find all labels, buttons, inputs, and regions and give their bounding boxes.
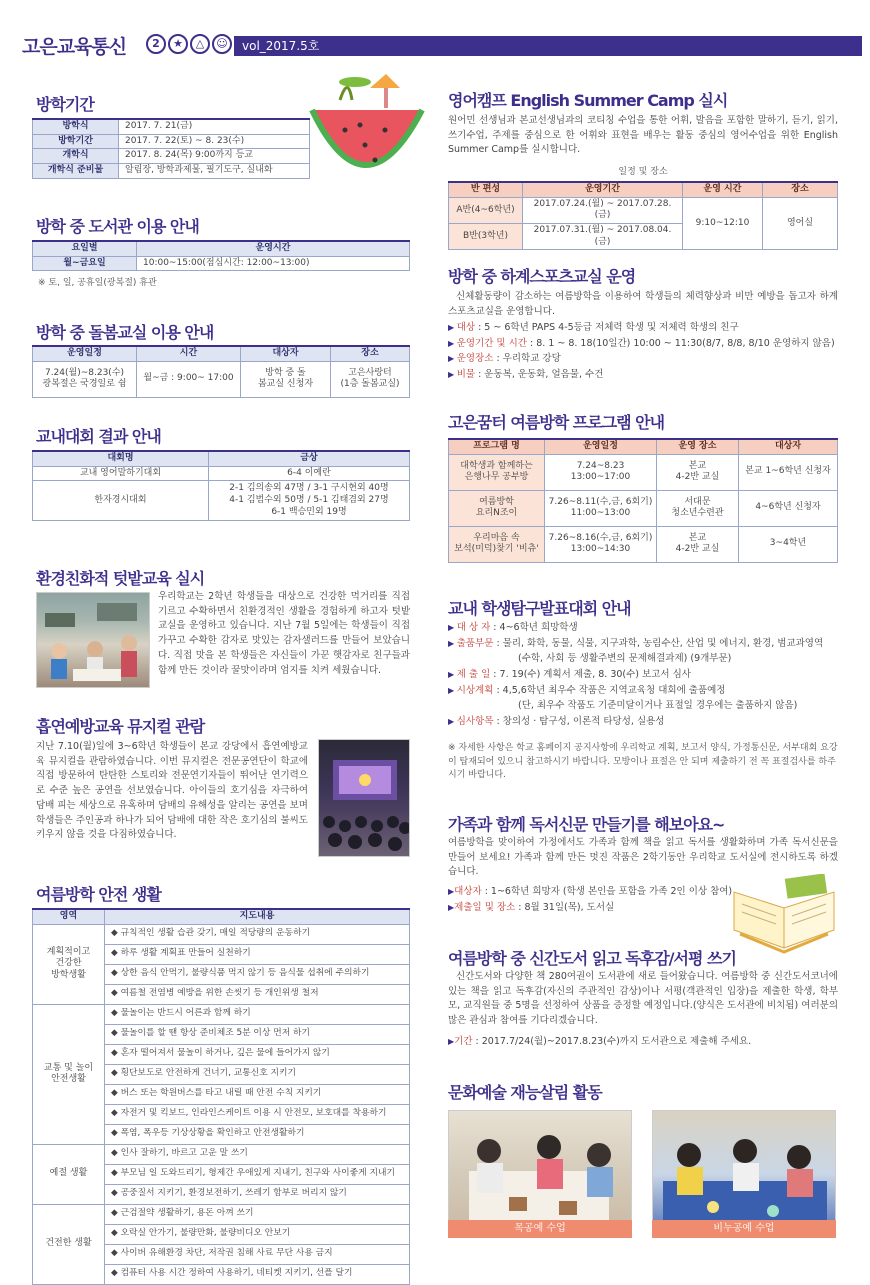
sports-heading: 방학 중 하계스포츠교실 운영: [448, 267, 636, 286]
star-icon: ★: [168, 34, 188, 54]
table-row: 개학식 2017. 8. 24(목) 9:00까지 등교: [33, 149, 310, 164]
safety-item: ◆ 상한 음식 안먹기, 불량식품 먹지 않기 등 음식물 섭취에 주의하기: [105, 964, 410, 984]
safety-heading: 여름방학 안전 생활: [36, 885, 161, 904]
table-row: 한자경시대회 2-1 김의송외 47명 / 3-1 구시현외 40명 4-1 김범수외 50명 / 5-1 김태겸외 27명 6-1 백승민외 19명: [33, 481, 410, 521]
masthead-bar: [234, 36, 862, 56]
diamond-bullet-icon: ◆: [111, 1188, 121, 1199]
open-book-illustration: [726, 874, 844, 964]
safety-area: 예절 생활: [33, 1144, 105, 1204]
safety-item: ◆ 공중질서 지키기, 환경보전하기, 쓰레기 함부로 버리지 않기: [105, 1184, 410, 1204]
diamond-bullet-icon: ◆: [111, 1248, 121, 1259]
camp-table: 반 편성 운영기간 운영 시간 장소 A반(4~6학년) 2017.07.24.(월) ~ 2017.07.28.(금) 9:10~12:10 영어실 B반(3학년) 2017.07.31.(월) ~ 2017.08.04.(금): [448, 181, 838, 250]
sports-text: 신체활동량이 감소하는 여름방학을 이용하여 학생들의 체력향상과 비만 예방을 돕고자 하계스포츠교실을 운영합니다.: [448, 291, 838, 317]
garden-photo: [36, 592, 150, 688]
camp-heading: 영어캠프 English Summer Camp 실시: [448, 91, 728, 110]
diamond-bullet-icon: ◆: [111, 1228, 121, 1239]
library-note: ※ 토, 일, 공휴일(광복절) 휴관: [38, 278, 157, 288]
safety-item: ◆ 하루 생활 계획표 만들어 실천하기: [105, 944, 410, 964]
table-row: 대학생과 함께하는 은행나무 공부방 7.24~8.23 13:00~17:00 본교 4-2반 교실 본교 1~6학년 신청자: [449, 454, 838, 490]
musical-photo: [318, 739, 410, 857]
soapcraft-caption: 비누공예 수업: [652, 1220, 836, 1238]
table-row: 방학기간 2017. 7. 22(토) ~ 8. 23(수): [33, 134, 310, 149]
table-row: 월~금요일 10:00~15:00(점심시간: 12:00~13:00): [33, 256, 410, 271]
table-row: 교내 영어말하기대회 6-4 이예란: [33, 466, 410, 481]
diamond-bullet-icon: ◆: [111, 1068, 121, 1079]
sports-list: ▶ 대상 : 5 ~ 6학년 PAPS 4-5등급 저체력 학생 및 저체력 학생의 친구 ▶ 운영기간 및 시간 : 8. 1 ~ 8. 18(10일간) 10:00 ~ 11:30(8/7, 8/8, 8/10 운영하지 않음) ▶ 운영장소 : 우리학교 강당 ▶ 비물 : 운동복, 운동화, 얼음물, 수건: [448, 322, 835, 381]
table-row: [33, 924, 410, 944]
safety-item: ◆ 물놀이는 반드시 어른과 함께 하기: [105, 1004, 410, 1024]
diamond-bullet-icon: ◆: [111, 1208, 121, 1219]
safety-table: 영역 지도내용 계획적이고 건강한 방학생활 ◆ 규칙적인 생활 습관 갖기, 매일 적당량의 운동하기 ◆ 하루 생활 계획표 만들어 실천하기 ◆ 상한 음식 안먹기, 불량식품 먹지 않기 등 음식물 섭취에 주의하기 ◆ 여름철 전염병 예방을 위한 손씻기 등 개인위생 철저 교통 및 놀이 안전생활 ◆ 물놀이는 반드시 어른과 함께 하기 ◆ 물놀이를 할 땐 항상 준비체조 5분 이상 먼저 하기 ◆ 혼자 떨어져서 물놀이 하거나, 깊은 물에 들어가지 않기 ◆ 횡단보도로 안전하게 건너기, 교통신호 지키기 ◆ 버스 또는 학원버스를 타고 내릴 때 안전 수칙 지키기 ◆ 자전거 및 킥보드, 인라인스케이트 이용 시 안전모, 보호대를 착용하기 ◆ 폭염, 폭우등 기상상황을 확인하고 안전생활하기 예절 생활 ◆ 인사 잘하기, 바르고 고운 말 쓰기 ◆ 부모님 일 도와드리기, 형제간 우애있게 지내기, 친구와 사이좋게 지내기 ◆ 공중질서 지키기, 환경보전하기, 쓰레기 함부로 버리지 않기 건전한 생활 ◆ 근검절약 생활하기, 용돈 아껴 쓰기 ◆ 오락실 안가기, 불량만화, 불량비디오 안보기 ◆ 사이버 유해환경 차단, 저작권 침해 사료 무단 사용 금지 ◆ 컴퓨터 사용 시간 정하여 사용하기, 네티켓 지키기, 선플 달기: [32, 908, 410, 1285]
diamond-bullet-icon: ◆: [111, 1148, 121, 1159]
vacation-table: [32, 118, 310, 179]
program-heading: 고은꿈터 여름방학 프로그램 안내: [448, 413, 665, 432]
musical-heading: 흡연예방교육 뮤지컬 관람: [36, 717, 205, 736]
research-list: ▶ 대 상 자 : 4~6학년 희망학생 ▶ 출품부문 : 물리, 화학, 동물, 식물, 지구과학, 농림수산, 산업 및 에너지, 환경, 범교과영역 (수학, 사회 등 생활주변의 문제해결과제) (9개부문) ▶ 제 출 일 : 7. 19(수) 계획서 제출, 8. 30(수) 보고서 심사 ▶ 시상계획 : 4,5,6학년 최우수 작품은 지역교육청 대회에 출품예정 (단, 최우수 작품도 기준미달이거나 표절일 경우에는 출품하지 않음) ▶ 심사항목 : 창의성 · 탐구성, 이론적 타당성, 실용성: [448, 622, 824, 728]
newspaper-list: ▶대상자 : 1~6학년 희망자 (학생 본인을 포함을 가족 2인 이상 참여) ▶제출일 및 장소 : 8월 31일(목), 도서실: [448, 886, 733, 913]
safety-item: ◆ 여름철 전염병 예방을 위한 손씻기 등 개인위생 철저: [105, 984, 410, 1004]
table-row: 여름방학 요리N조이 7.26~8.11(수,금, 6회기) 11:00~13:00 서대문 청소년수련관 4~6학년 신청자: [449, 490, 838, 526]
table-row: 7.24(월)~8.23(수) 광복절은 국경일로 쉼 월~금 : 9:00~ 17:00 방학 중 돌 봄교실 신청자 고은사랑터 (1층 돌봄교실): [33, 361, 410, 397]
volume-label: vol_2017.5호: [242, 39, 320, 53]
vacation-heading: 방학기간: [36, 95, 94, 114]
garden-heading: 환경친화적 텃밭교육 실시: [36, 569, 205, 588]
camp-text: 원어민 선생님과 본교선생님과의 코티칭 수업을 통한 어휘, 발음을 포함한 말하기, 듣기, 읽기, 쓰기수업, 주제를 중심으로 한 어휘와 표현을 배우는 활동 중심의 영어수업을 위한 English Summer Camp를 실시합니다.: [448, 115, 838, 156]
table-row: 개학식 준비물 알림장, 방학과제물, 필기도구, 실내화: [33, 164, 310, 179]
smile-icon: ☺: [212, 34, 232, 54]
table-row: [33, 1004, 410, 1024]
newbooks-text: 신간도서와 다양한 책 280여권이 도서관에 새로 들어왔습니다. 여름방학 중 신간도서코너에 있는 책을 읽고 독후감(자신의 주관적인 감상)이나 서평(객관적인 입장)을 제출한 학생, 학부모, 교직원들 중 5명을 선정하여 상품을 증정할 예정입니다.(양식은 도서관에 비치됨) 여러분의 많은 관심과 참여를 기다리겠습니다.: [448, 971, 838, 1027]
safety-item: ◆ 오락실 안가기, 불량만화, 불량비디오 안보기: [105, 1224, 410, 1244]
table-row: 방학식 2017. 7. 21(금): [33, 119, 310, 134]
camp-table-title: 일정 및 장소: [618, 167, 668, 177]
library-heading: 방학 중 도서관 이용 안내: [36, 217, 199, 236]
safety-item: ◆ 버스 또는 학원버스를 타고 내릴 때 안전 수칙 지키기: [105, 1084, 410, 1104]
library-table: 요일별 운영시간 월~금요일 10:00~15:00(점심시간: 12:00~13:00): [32, 240, 410, 271]
diamond-bullet-icon: ◆: [111, 988, 121, 999]
diamond-bullet-icon: ◆: [111, 1268, 121, 1279]
boat-icon: △: [190, 34, 210, 54]
diamond-bullet-icon: ◆: [111, 928, 121, 939]
diamond-bullet-icon: ◆: [111, 1168, 121, 1179]
newbooks-heading: 여름방학 중 신간도서 읽고 독후감/서평 쓰기: [448, 949, 736, 968]
woodcraft-photo: [448, 1110, 632, 1238]
diamond-bullet-icon: ◆: [111, 1008, 121, 1019]
contest-table: 대회명 금상 교내 영어말하기대회 6-4 이예란 한자경시대회 2-1 김의송외 47명 / 3-1 구시현외 40명 4-1 김범수외 50명 / 5-1 김태겸외 27명 6-1 백승민외 19명: [32, 450, 410, 521]
safety-item: ◆ 자전거 및 킥보드, 인라인스케이트 이용 시 안전모, 보호대를 착용하기: [105, 1104, 410, 1124]
diamond-bullet-icon: ◆: [111, 1088, 121, 1099]
table-row: 우리마음 속 보석(미덕)찾기 '비츄' 7.26~8.16(수,금, 6회기) 13:00~14:30 본교 4-2반 교실 3~4학년: [449, 526, 838, 562]
diamond-bullet-icon: ◆: [111, 1128, 121, 1139]
safety-item: ◆ 물놀이를 할 땐 항상 준비체조 5분 이상 먼저 하기: [105, 1024, 410, 1044]
newspaper-text: 여름방학을 맞이하여 가정에서도 가족과 함께 책을 읽고 독서를 생활화하며 가족 독서신문을 만들어 보세요! 가족과 함께 만든 멋진 작품은 2학기동안 우리학교 도서실에 전시하도록 하겠습니다.: [448, 837, 838, 878]
table-row: B반(3학년) 2017.07.31.(월) ~ 2017.08.04.(금): [449, 224, 838, 250]
contest-heading: 교내대회 결과 안내: [36, 427, 161, 446]
newspaper-heading: 가족과 함께 독서신문 만들기를 해보아요~: [448, 815, 725, 834]
safety-area: 계획적이고 건강한 방학생활: [33, 924, 105, 1004]
diamond-bullet-icon: ◆: [111, 968, 121, 979]
arts-heading: 문화예술 재능살림 활동: [448, 1083, 602, 1102]
table-row: [33, 1144, 410, 1164]
diamond-bullet-icon: ◆: [111, 1048, 121, 1059]
care-table: 운영일정 시간 대상자 장소 7.24(월)~8.23(수) 광복절은 국경일로 쉼 월~금 : 9:00~ 17:00 방학 중 돌 봄교실 신청자 고은사랑터 (1층 돌봄교실): [32, 345, 410, 398]
woodcraft-caption: 목공예 수업: [448, 1220, 632, 1238]
safety-item: ◆ 근검절약 생활하기, 용돈 아껴 쓰기: [105, 1204, 410, 1224]
newsletter-title: 고은교육통신: [22, 36, 127, 58]
safety-item: ◆ 폭염, 폭우등 기상상황을 확인하고 안전생활하기: [105, 1124, 410, 1144]
table-row: [33, 1204, 410, 1224]
garden-text: 우리학교는 2학년 학생들을 대상으로 건강한 먹거리를 직접 기르고 수확하면서 친환경적인 생활을 경험하게 하고자 텃밭교실을 운영하고 있습니다. 지난 7월 5일에는 학생들이 직접 가꾸고 수확한 감자로 맛있는 감자샐러드를 만들어 보았습니다. 직접 맛을 본 학생들은 자신들이 가꾼 햇감자로 친구들과 함께 만든 것이라 꿀맛이라며 엄지를 치켜 세웠습니다.: [158, 591, 410, 676]
safety-item: ◆ 규칙적인 생활 습관 갖기, 매일 적당량의 운동하기: [105, 924, 410, 944]
newbooks-deadline: ▶기간 : 2017.7/24(월)~2017.8.23(수)까지 도서관으로 제출해 주세요.: [448, 1036, 752, 1047]
safety-item: ◆ 사이버 유해환경 차단, 저작권 침해 사료 무단 사용 금지: [105, 1244, 410, 1264]
safety-area: 건전한 생활: [33, 1204, 105, 1284]
safety-item: ◆ 인사 잘하기, 바르고 고운 말 쓰기: [105, 1144, 410, 1164]
safety-item: ◆ 컴퓨터 사용 시간 정하여 사용하기, 네티켓 지키기, 선플 달기: [105, 1264, 410, 1284]
research-heading: 교내 학생탐구발표대회 안내: [448, 599, 631, 618]
safety-item: ◆ 횡단보도로 안전하게 건너기, 교통신호 지키기: [105, 1064, 410, 1084]
watermelon-illustration: [300, 70, 430, 180]
diamond-bullet-icon: ◆: [111, 948, 121, 959]
diamond-bullet-icon: ◆: [111, 1108, 121, 1119]
page-number: 2: [146, 34, 166, 54]
musical-text: 지난 7.10(월)일에 3~6학년 학생들이 본교 강당에서 흡연예방교육 뮤지컬을 관람하였습니다. 이번 뮤지컬은 전문공연단이 학교에 직접 방문하여 탄탄한 스토리와 전문연기자들이 뛰어난 연기력으로 수준 높은 공연을 선보였습니다. 아이들의 호기심을 자극하여 담배 피는 세상으로 유혹하며 담배의 유해성을 알리는 공연을 보며 학생들은 주인공과 하나가 되어 담배에 대한 작은 호기심의 불씨도 키우지 않을 것을 다짐하였습니다.: [36, 741, 308, 841]
research-note: ※ 자세한 사항은 학교 홈페이지 공지사항에 우리학교 계획, 보고서 양식, 가정통신문, 서부대회 요강이 탑재되어 있으니 참고하시기 바랍니다. 모방이나 표절은 안 되며 제출하기 전 꼭 표절검사를 하주시기 바랍니다.: [448, 743, 838, 780]
soapcraft-photo: [652, 1110, 836, 1238]
program-table: 프로그램 명 운영일정 운영 장소 대상자 대학생과 함께하는 은행나무 공부방 7.24~8.23 13:00~17:00 본교 4-2반 교실 본교 1~6학년 신청자 여름방학 요리N조이 7.26~8.11(수,금, 6회기) 11:00~13:00 서대문 청소년수련관 4~6학년 신청자 우리마음 속 보석(미덕)찾기 '비츄' 7.26~8.16(수,금, 6회기) 13:00~14:30 본교 4-2반 교실 3~4학년: [448, 438, 838, 563]
care-heading: 방학 중 돌봄교실 이용 안내: [36, 323, 214, 342]
safety-area: 교통 및 놀이 안전생활: [33, 1004, 105, 1144]
diamond-bullet-icon: ◆: [111, 1028, 121, 1039]
table-row: A반(4~6학년) 2017.07.24.(월) ~ 2017.07.28.(금) 9:10~12:10 영어실: [449, 197, 838, 223]
safety-item: ◆ 부모님 일 도와드리기, 형제간 우애있게 지내기, 친구와 사이좋게 지내기: [105, 1164, 410, 1184]
safety-item: ◆ 혼자 떨어져서 물놀이 하거나, 깊은 물에 들어가지 않기: [105, 1044, 410, 1064]
